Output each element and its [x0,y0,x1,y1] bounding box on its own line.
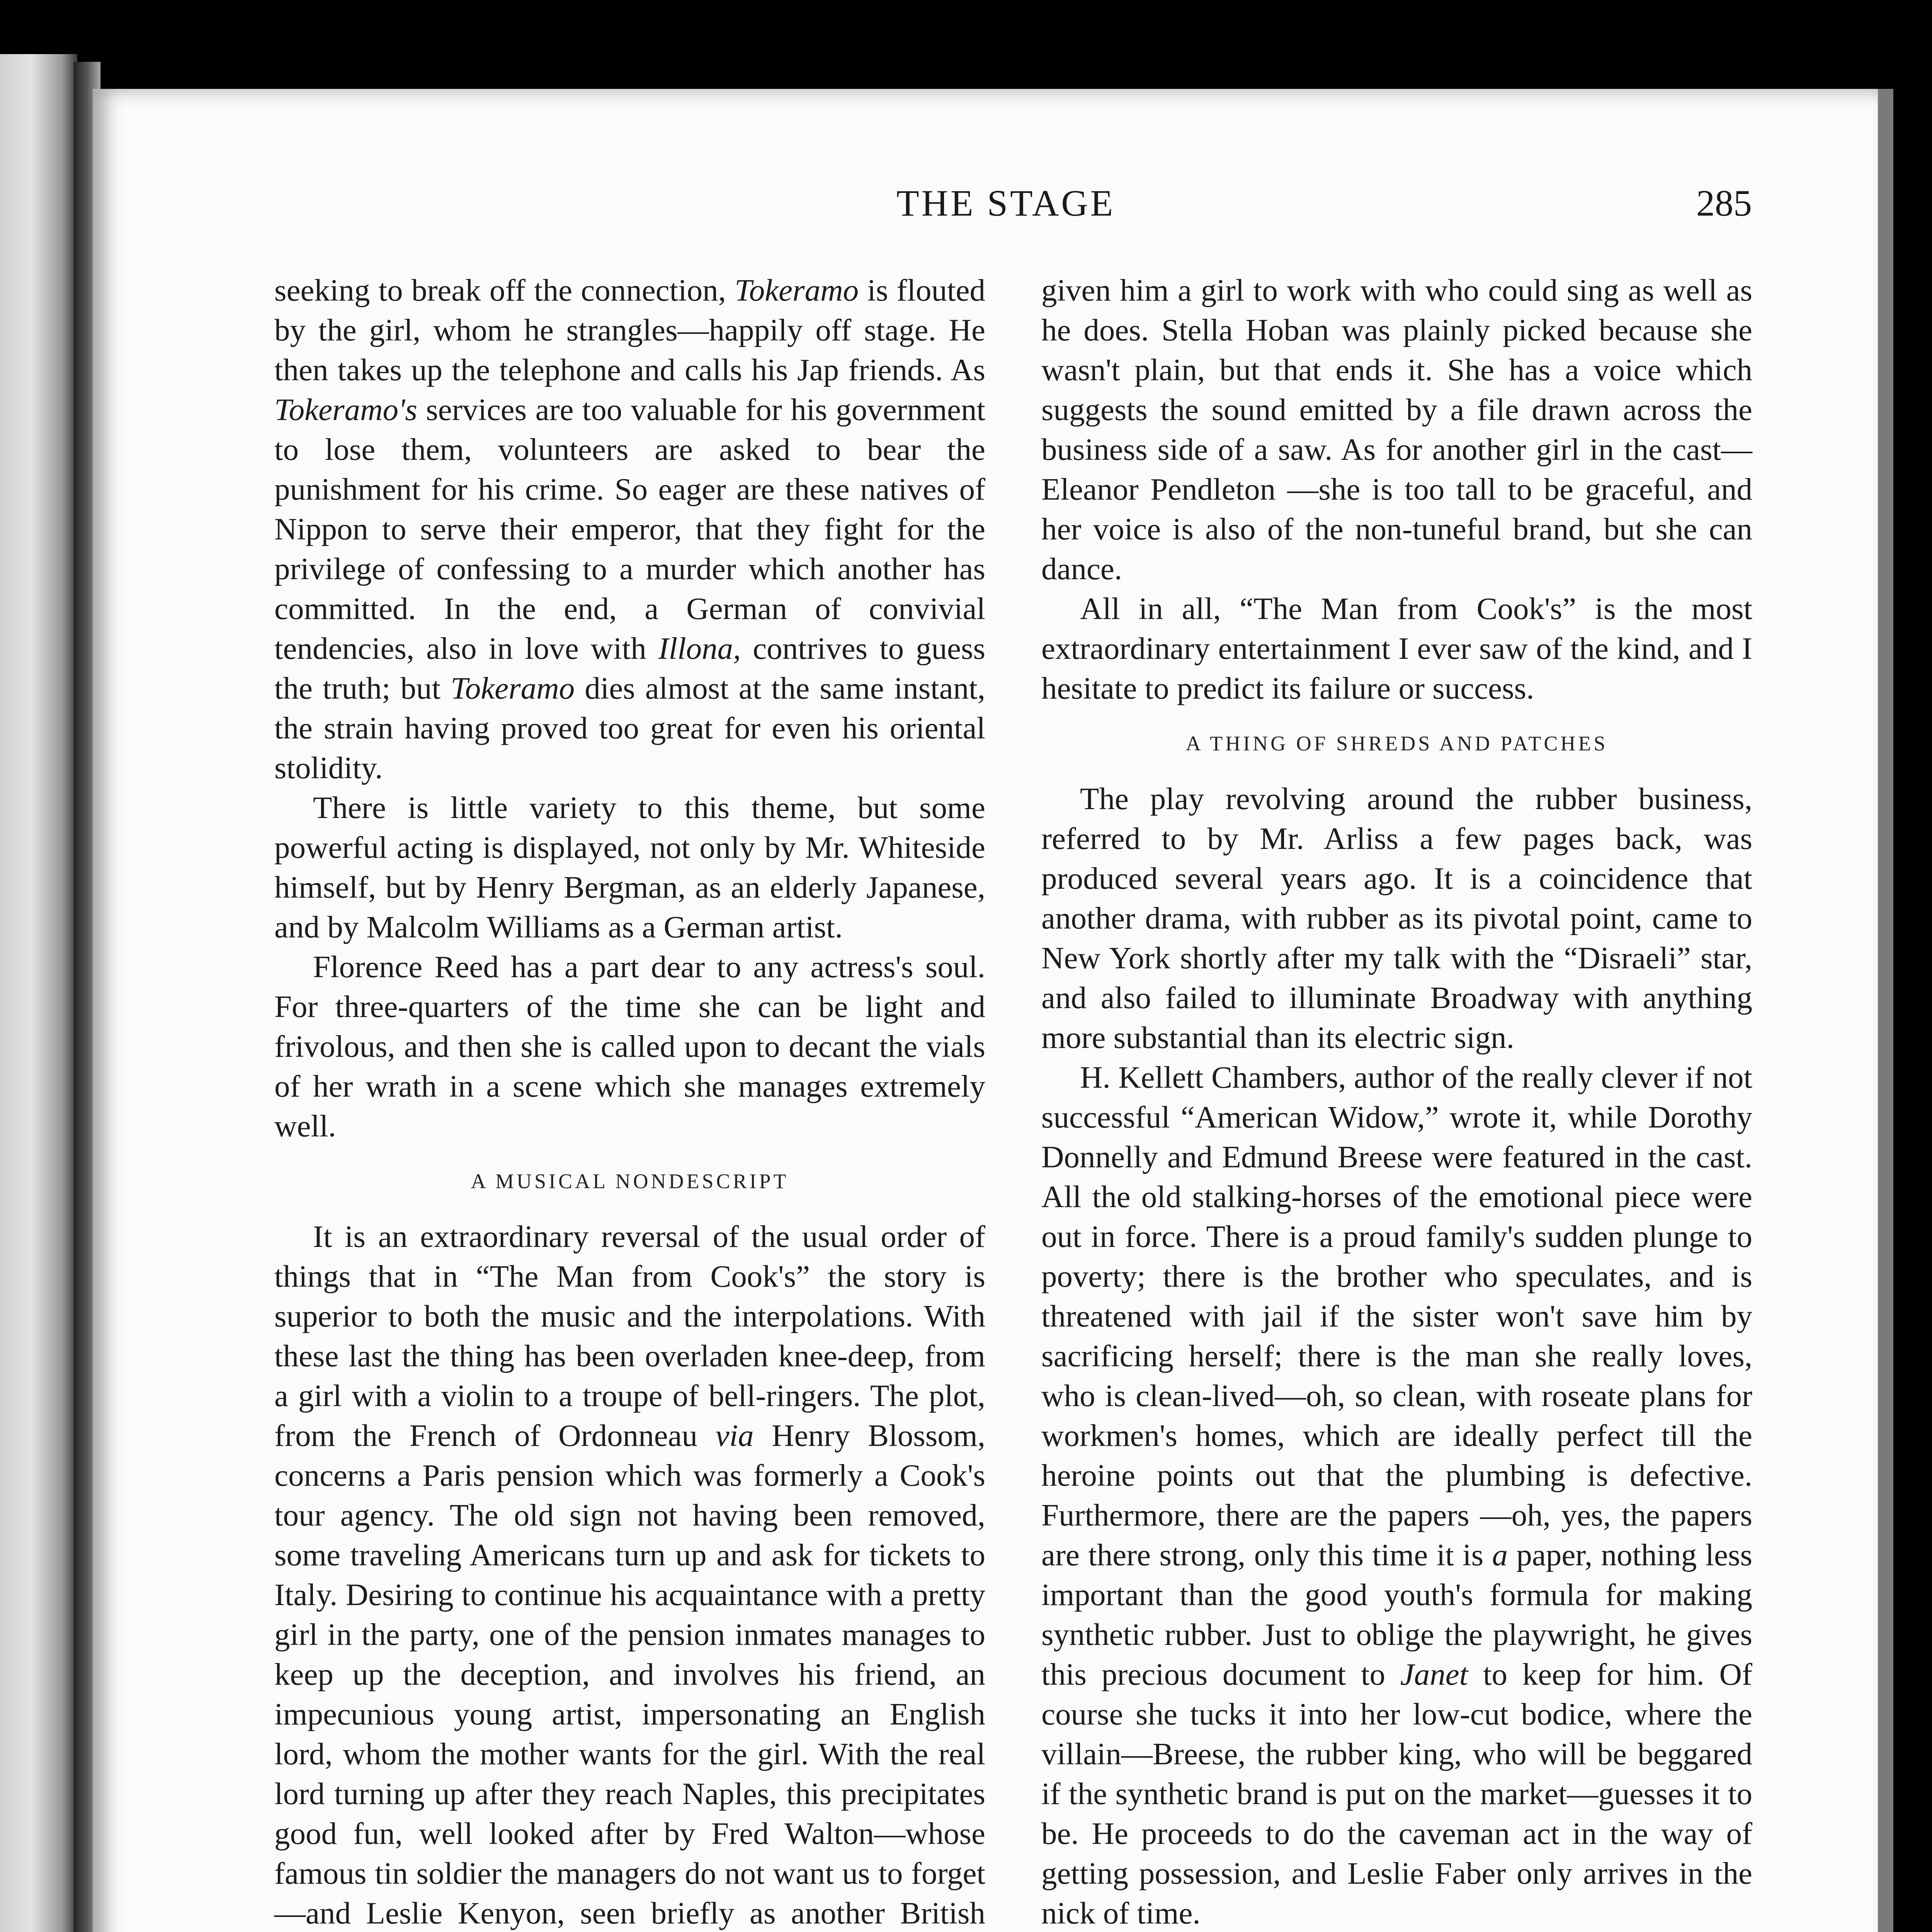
magazine-page [93,89,1893,1932]
paragraph: The play revolving around the rubber business, referred to by Mr. Arliss a few pages back, was produced several years ago. It is a coincidence that another drama, with rubber as its pivotal point, came to New York shortly after my talk with the “Disraeli” star, and also failed to illuminate Broadway with anything more substantial than its electric sign. [1041,781,1752,1055]
paragraph: There is little variety to this theme, but some powerful acting is displayed, not only by Mr. Whiteside himself, but by Henry Bergman, as an elderly Japanese, and by Malcolm Williams as a German artist. [274,790,985,944]
section-heading: A THING OF SHREDS AND PATCHES [1185,732,1608,755]
section-heading: A MUSICAL NONDESCRIPT [471,1170,789,1193]
running-head: THE STAGE [896,182,1116,224]
paragraph: seeking to break off the connection, Tokeramo is flouted by the girl, whom he strangles—happily off stage. He then takes up the telephone and calls his Jap friends. As Tokeramo's services are too valuable for his government to lose them, volunteers are asked to bear the punishment for his crime. So eager are these natives of Nippon to serve their emperor, that they fight for the privilege of confessing to a murder which another has committed. In the end, a German of convivial tendencies, also in love with Illona, contrives to guess the truth; but Tokeramo dies almost at the same instant, the strain having proved too great for even his oriental stolidity. [274,273,986,785]
paragraph: H. Kellett Chambers, author of the really clever if not successful “American Widow,” wrote it, while Dorothy Donnelly and Edmund Breese were featured in the cast. All the old stalking-horses of the emotional piece were out in force. There is a proud family's sudden plunge to poverty; there is the brother who speculates, and is threatened with jail if the sister won't save him by sacrificing herself; there is the man she really loves, who is clean-lived—oh, so clean, with roseate plans for workmen's homes, which are ideally perfect till the heroine points out that the plumbing is defective. Furthermore, there are the papers —oh, yes, the papers are there strong, only this time it is a paper, nothing less important than the good youth's formula for making synthetic rubber. Just to oblige the playwright, he gives this precious document to Janet to keep for him. Of course she tucks it into her low-cut bodice, where the villain—Breese, the rubber king, who will be beggared if the synthetic brand is put on the market—guesses it to be. He proceeds to do the caveman act in the way of getting possession, and Leslie Faber only arrives in the nick of time. [1041,1060,1752,1930]
page-number: 285 [1696,182,1752,224]
paragraph: All in all, “The Man from Cook's” is the most extraordinary entertainment I ever saw of the kind, and I hesitate to predict its failure or success. [1041,591,1752,706]
paragraph: given him a girl to work with who could sing as well as he does. Stella Hoban was plainly picked because she wasn't plain, but that ends it. She has a voice which suggests the sound emitted by a file drawn across the business side of a saw. As for another girl in the cast—Eleanor Pendleton —she is too tall to be graceful, and her voice is also of the non-tuneful brand, but she can dance. [1041,273,1752,586]
previous-page-edge [0,54,77,1932]
left-column [274,270,985,1932]
right-column [1041,270,1752,1932]
paragraph: Florence Reed has a part dear to any actress's soul. For three-quarters of the time she can be light and frivolous, and then she is called upon to decant the vials of her wrath in a scene which she manages extremely well. [274,949,985,1143]
paragraph: It is an extraordinary reversal of the usual order of things that in “The Man from Cook's” the story is superior to both the music and the interpolations. With these last the thing has been overladen knee-deep, from a girl with a violin to a troupe of bell-ringers. The plot, from the French of Ordonneau via Henry Blossom, concerns a Paris pension which was formerly a Cook's tour agency. The old sign not having been removed, some traveling Americans turn up and ask for tickets to Italy. Desiring to continue his acquaintance with a pretty girl in the party, one of the pension inmates manages to keep up the deception, and involves his friend, an impecunious young artist, impersonating an English lord, whom the mother wants for the girl. With the real lord turning up after they reach Naples, this precipitates good fun, well looked after by Fred Walton—whose famous tin soldier the managers do not want us to forget—and Leslie Kenyon, seen briefly as another British [274,1219,985,1930]
